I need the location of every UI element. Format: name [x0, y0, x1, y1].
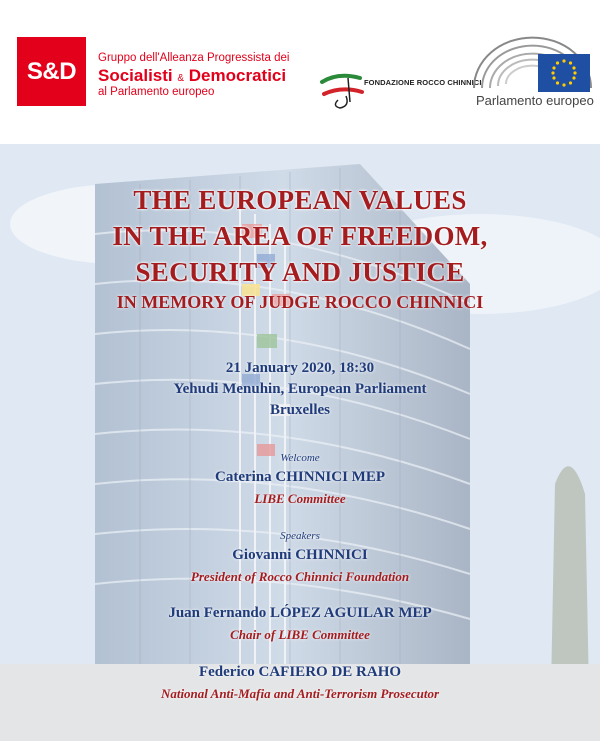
event-city: Bruxelles [270, 402, 330, 418]
sd-line2 [98, 66, 289, 86]
title-line-3: SECURITY AND JUSTICE [135, 257, 465, 287]
speaker-role: President of Rocco Chinnici Foundation [190, 569, 410, 584]
european-parliament-name: Parlamento europeo [476, 93, 594, 108]
speaker-name: Juan Fernando LÓPEZ AGUILAR MEP [168, 605, 432, 621]
sd-line3: al Parlamento europeo [98, 85, 215, 98]
speaker-name: Giovanni CHINNICI [232, 547, 368, 563]
event-date: 21 January 2020, 18:30 [225, 360, 375, 376]
title-line-1: THE EUROPEAN VALUES [133, 185, 467, 215]
speakers-label: Speakers [280, 530, 320, 542]
header [0, 0, 600, 142]
welcome-speaker-role: LIBE Committee [254, 491, 346, 506]
speaker-name: Federico CAFIERO DE RAHO [198, 664, 402, 680]
event-venue: Yehudi Menuhin, European Parliament [173, 381, 427, 397]
foundation-name: FONDAZIONE ROCCO CHINNICI [364, 78, 482, 87]
foundation-logo-icon [318, 66, 458, 110]
sd-group-name [98, 52, 289, 99]
title-line-2: IN THE AREA OF FREEDOM, [112, 221, 488, 251]
sd-line2b: & [177, 72, 185, 84]
speaker-role: Chair of LIBE Committee [230, 627, 370, 642]
event-poster [0, 144, 600, 741]
european-parliament-logo-icon [470, 26, 595, 130]
sd-line2c: Democratici [188, 65, 287, 85]
sd-line1: Gruppo dell'Alleanza Progressista dei [98, 52, 290, 64]
welcome-label: Welcome [280, 452, 320, 464]
event-subtitle: IN MEMORY OF JUDGE ROCCO CHINNICI [116, 292, 484, 312]
welcome-speaker-name: Caterina CHINNICI MEP [215, 469, 385, 485]
event-title [0, 182, 600, 290]
sd-line2a: Socialisti [98, 65, 173, 85]
speaker-role: National Anti-Mafia and Anti-Terrorism Prosecutor [160, 686, 440, 701]
sd-logo: S&D [17, 37, 86, 106]
